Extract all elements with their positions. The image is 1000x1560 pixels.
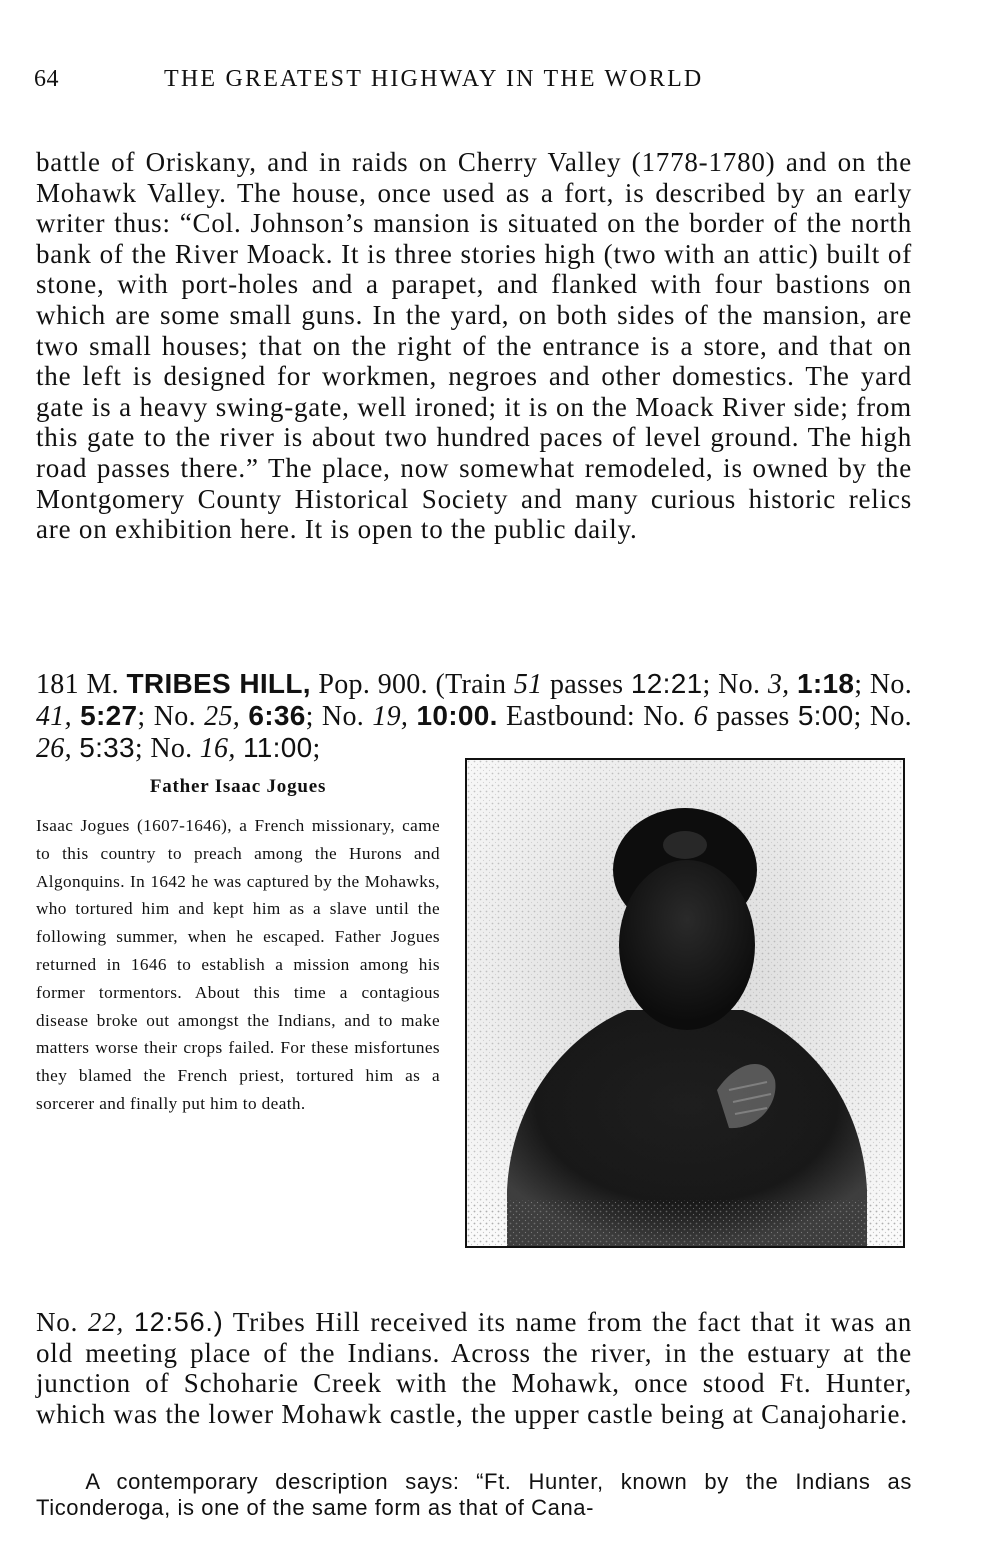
station-population: Pop. 900. <box>318 669 428 700</box>
sidebar-text: Isaac Jogues (1607-1646), a French missionary, came to this country to preach among the Hurons and Algonquins. In 1642 he was captured by the Mohawks, who tortured him and kept him as a slave until the following summer, when he escaped. Father Jogues returned in 1646 to establish a mission among his former tormentors. About this time a contagious disease broke out amongst the Indians, and to make matters worse their crops failed. For these misfortunes they blamed the French priest, tortured him as a sorcerer and finally put him to death. <box>36 816 440 1113</box>
page-number: 64 <box>34 66 59 92</box>
running-title: THE GREATEST HIGHWAY IN THE WORLD <box>164 66 704 92</box>
station-name: TRIBES HILL, <box>126 668 311 699</box>
station-mileage: 181 M. <box>36 669 119 700</box>
portrait-image <box>465 758 905 1248</box>
portrait-father-jogues <box>467 760 903 1246</box>
paragraph-lead: A contemporary description says: <box>85 1469 460 1494</box>
paragraph-contemporary: A contemporary description says: “Ft. Hunter, known by the Indians as Ticonderoga, is one of the same form as that of Cana- <box>36 1469 912 1520</box>
paragraph-tribes-hill: No. 22, 12:56.) Tribes Hill received its name from the fact that it was an old meeting place of the Indians. Across the river, in the estuary at the junction of Schoharie Creek with the Mohawk, once stood Ft. Hunter, which was the lower Mohawk castle, the upper castle being at Canajoharie. <box>36 1307 912 1429</box>
station-entry: 181 M. TRIBES HILL, Pop. 900. (Train 51 passes 12:21; No. 3, 1:18; No. 41, 5:27; No. 25, 6:36; No. 19, 10:00. Eastbound: No. 6 passes 5:00; No. 26, 5:33; No. 16, 11:00; <box>36 668 912 764</box>
sidebar-caption <box>36 776 440 1118</box>
running-head <box>34 66 914 100</box>
sidebar-title: Father Isaac Jogues <box>149 776 327 797</box>
paragraph-johnson-hall: battle of Oriskany, and in raids on Cherry Valley (1778-1780) and on the Mohawk Valley. The house, once used as a fort, is described by an early writer thus: “Col. Johnson’s mansion is situated on the border of the north bank of the River Moack. It is three stories high (two with an attic) built of stone, with port-holes and a parapet, and flanked with four bastions on which are some small guns. In the yard, on both sides of the mansion, are two small houses; that on the right of the entrance is a store, and that on the left is designed for workmen, negroes and other domestics. The yard gate is a heavy swing-gate, well ironed; it is on the Moack River side; from this gate to the river is about two hundred paces of level ground. The high road passes there.” The place, now somewhat remodeled, is owned by the Montgomery County Historical Society and many curious historic relics are on exhibition here. It is open to the public daily. <box>36 147 912 545</box>
